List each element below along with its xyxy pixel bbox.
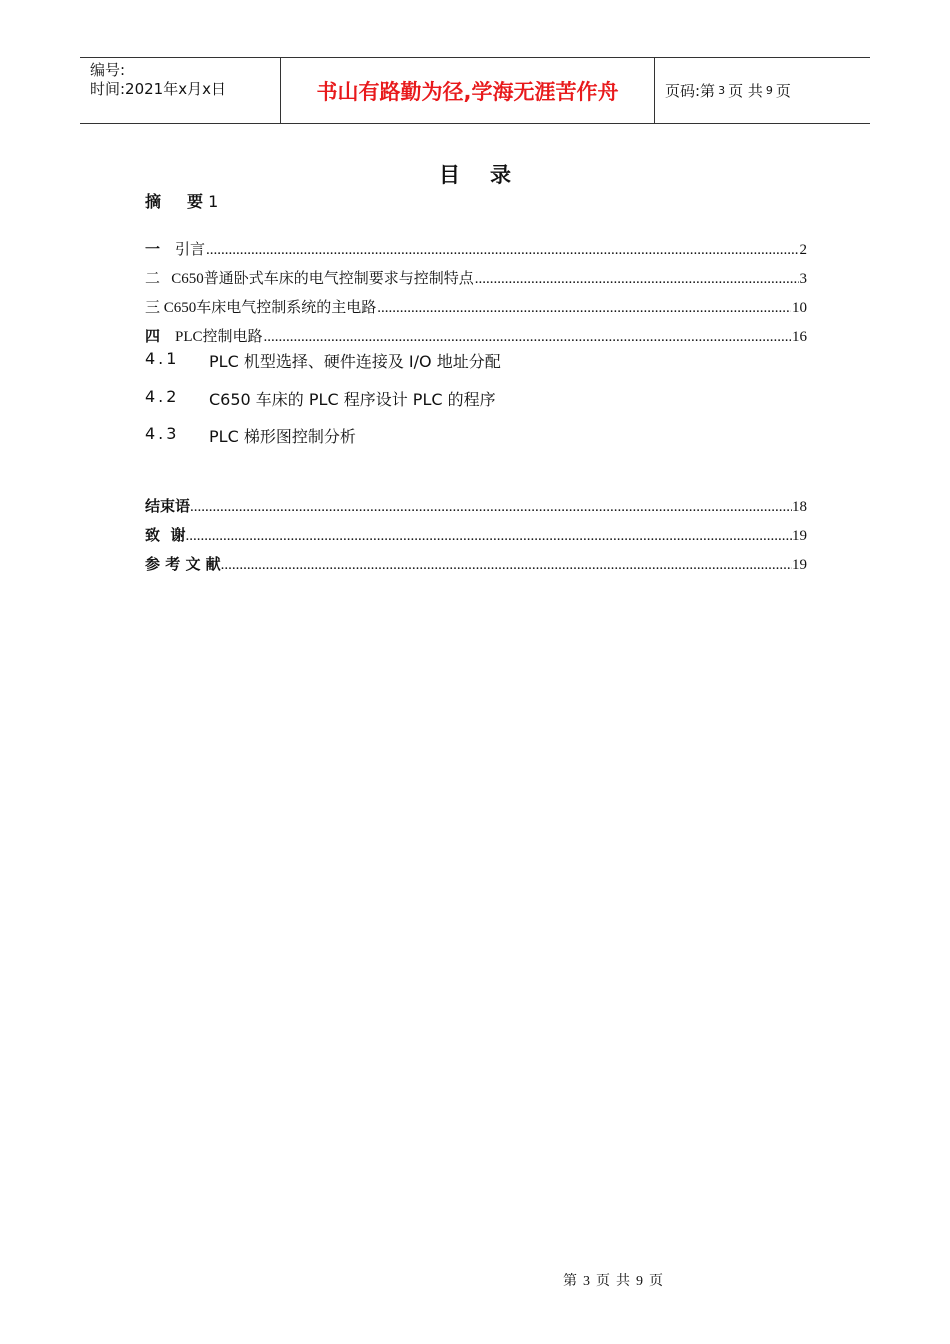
toc-leader	[475, 271, 799, 288]
toc-leader	[264, 329, 791, 346]
date-label: 时间:2021年x月x日	[90, 80, 226, 98]
toc-abstract[interactable]	[145, 189, 218, 212]
number-label: 编号:	[90, 61, 126, 79]
toc-leader	[221, 557, 792, 574]
footer-text: 第	[563, 1274, 577, 1289]
toc-entry[interactable]	[145, 296, 807, 317]
subsection-num: 4.1	[145, 349, 180, 368]
page-mid: 页 共	[728, 82, 763, 100]
toc-subsection[interactable]	[145, 349, 501, 372]
toc-entry-num: 四	[145, 327, 161, 345]
toc-subsection[interactable]	[145, 424, 356, 447]
toc-leader	[185, 528, 792, 545]
toc-entry-text: PLC控制电路	[175, 329, 263, 345]
subsection-num: 4.2	[145, 387, 180, 406]
toc-leader	[206, 242, 798, 259]
toc-subsection[interactable]	[145, 387, 496, 410]
toc-end-entry[interactable]	[145, 553, 807, 574]
toc-entry-text: C650车床电气控制系统的主电路	[163, 300, 377, 316]
subsection-num: 4.3	[145, 424, 180, 443]
header-info	[80, 58, 281, 123]
end-entry-page: 18	[792, 499, 807, 515]
page-total: 9	[765, 84, 773, 97]
end-entry-text: 结束语	[145, 497, 191, 515]
footer-text: 页	[596, 1274, 610, 1289]
page-suffix: 页	[775, 82, 791, 100]
page-footer	[563, 1270, 669, 1290]
toc-entry-text: C650普通卧式车床的电气控制要求与控制特点	[171, 271, 474, 287]
toc-entry-page: 3	[799, 271, 807, 287]
subsection-text: PLC 梯形图控制分析	[209, 427, 356, 446]
toc-end-entry[interactable]	[145, 524, 807, 545]
footer-text: 共	[616, 1274, 630, 1289]
toc-entry-num: 二	[145, 269, 161, 287]
page-current: 3	[718, 84, 726, 97]
end-entry-text: 参 考 文 献	[145, 555, 221, 573]
toc-entry-page: 2	[799, 242, 807, 258]
toc-entry-num: 三	[145, 298, 161, 316]
toc-leader	[190, 499, 792, 516]
toc-entry[interactable]	[145, 325, 807, 346]
page-header	[80, 57, 870, 124]
toc-leader	[377, 300, 791, 317]
subsection-text: C650 车床的 PLC 程序设计 PLC 的程序	[209, 390, 496, 409]
end-entry-page: 19	[792, 528, 807, 544]
toc-entry-page: 16	[792, 329, 807, 345]
toc-entry[interactable]	[145, 238, 807, 259]
footer-text: 页	[649, 1274, 663, 1289]
end-entry-page: 19	[792, 557, 807, 573]
page-title: 目录	[439, 163, 541, 187]
footer-total-pages: 9	[636, 1274, 643, 1289]
toc-entry[interactable]	[145, 267, 807, 288]
toc-entry-num: 一	[145, 240, 161, 258]
subsection-text: PLC 机型选择、硬件连接及 I/O 地址分配	[209, 352, 501, 371]
abstract-label-b: 要	[187, 192, 204, 211]
toc-entry-text: 引言	[175, 242, 206, 258]
abstract-label-a: 摘	[145, 192, 162, 211]
page-prefix: 页码:第	[665, 82, 716, 100]
end-entry-text: 致 谢	[145, 526, 186, 544]
header-page-info	[655, 58, 870, 123]
abstract-page: 1	[208, 192, 219, 211]
footer-current-page: 3	[583, 1274, 590, 1289]
toc-entry-page: 10	[792, 300, 807, 316]
toc-end-entry[interactable]	[145, 495, 807, 516]
header-motto: 书山有路勤为径,学海无涯苦作舟	[281, 58, 655, 123]
